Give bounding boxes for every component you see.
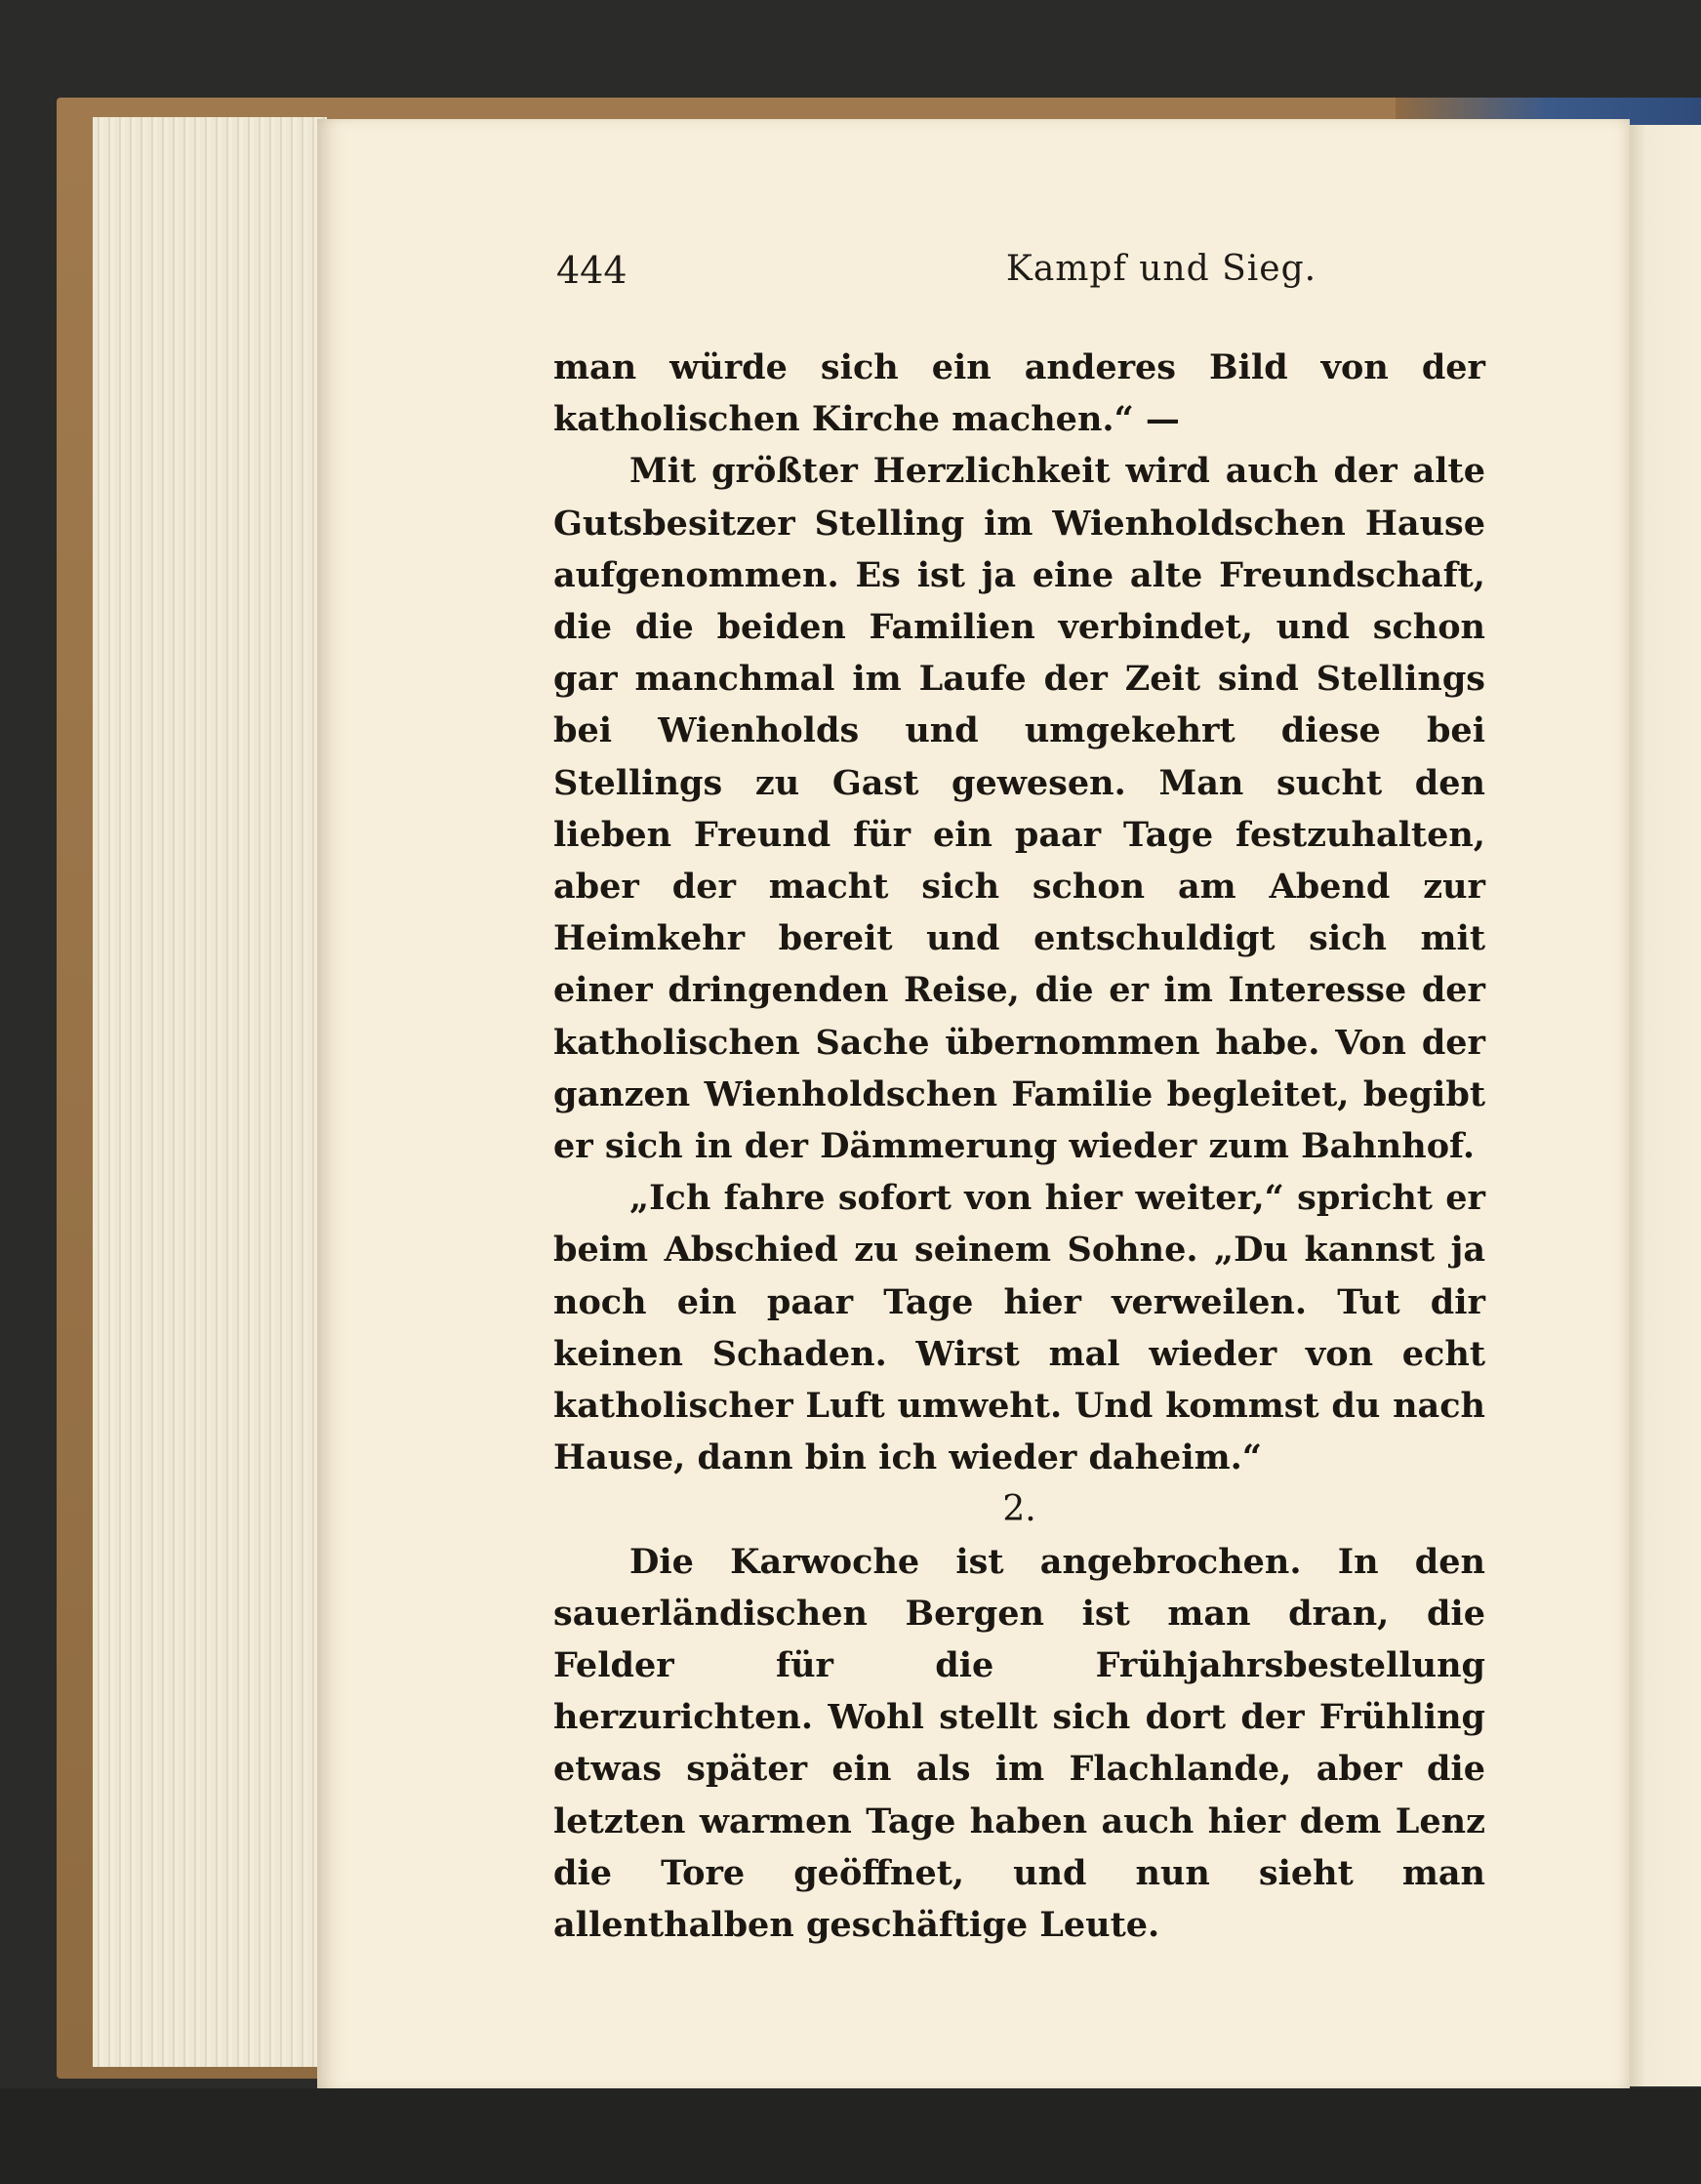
background-shadow <box>0 2088 1701 2184</box>
paragraph-1: man würde sich ein anderes Bild von der katholischen Kirche machen.“ — <box>553 347 1485 440</box>
paragraph-4: Die Karwoche ist angebrochen. In den sauerländischen Bergen ist man dran, die Felder für die Frühjahrsbestellung herzurichten. Wohl stellt sich dort der Frühling etwas später ein als im Flachlande, aber die letzten warmen Tage haben auch hier dem Lenz die Tore geöffnet, und nun sieht man allenthalben geschäftige Leute. <box>553 1541 1485 1946</box>
body-text <box>553 342 1485 1951</box>
page-number: 444 <box>556 249 628 292</box>
paragraph-3: „Ich fahre sofort von hier weiter,“ spricht er beim Abschied zu seinem Sohne. „Du kannst ja noch ein paar Tage hier verweilen. Tut dir keinen Schaden. Wirst mal wieder von echt katholischer Luft umweht. Und kommst du nach Hause, dann bin ich wieder daheim.“ <box>553 1178 1485 1478</box>
running-title: Kampf und Sieg. <box>1005 249 1317 289</box>
section-number: 2. <box>1002 1489 1036 1530</box>
page-header <box>556 249 1701 298</box>
page-stack-edges <box>93 117 327 2067</box>
paragraph-2: Mit größter Herzlichkeit wird auch der alte Gutsbesitzer Stelling im Wienholdschen Hause aufgenommen. Es ist ja eine alte Freundschaft, die die beiden Familien verbindet, und schon gar manchmal im Laufe der Zeit sind Stellings bei Wienholds und umgekehrt diese bei Stellings zu Gast gewesen. Man sucht den lieben Freund für ein paar Tage festzuhalten, aber der macht sich schon am Abend zur Heimkehr bereit und entschuldigt sich mit einer dringenden Reise, die er im Interesse der katholischen Sache übernommen habe. Von der ganzen Wienholdschen Familie begleitet, begibt er sich in der Dämmerung wieder zum Bahnhof. <box>553 451 1485 1167</box>
facing-page-edge <box>1628 125 1701 2086</box>
